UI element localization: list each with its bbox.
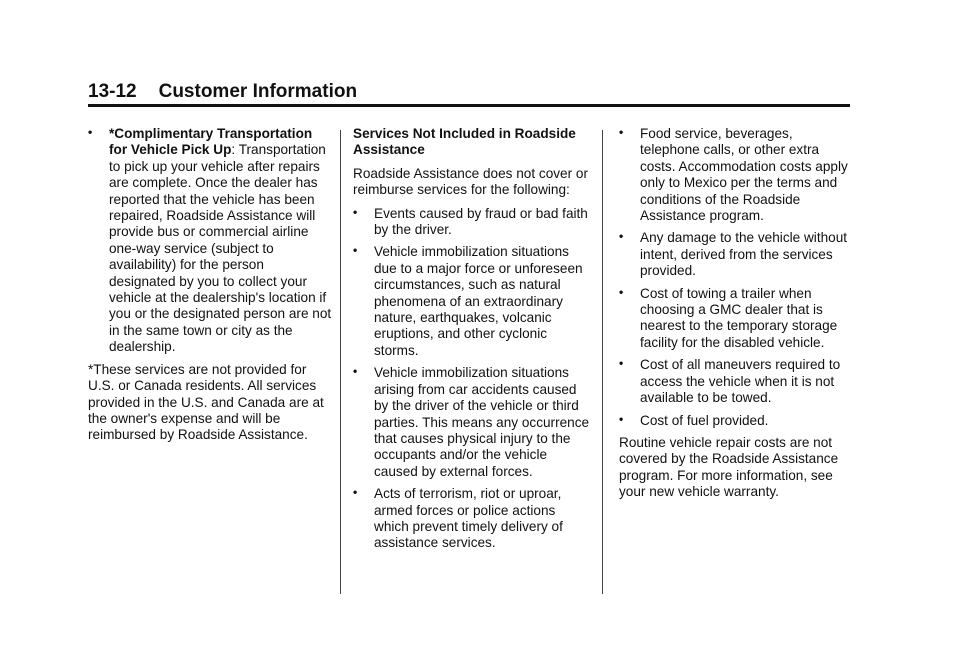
item-text: Food service, beverages, telephone calls, or other extra costs. Accommodation costs apply only to Mexico per the terms and conditions of the Roadside Assistance program.	[640, 126, 848, 224]
section-heading: Services Not Included in Roadside Assistance	[353, 126, 576, 158]
list-item	[619, 286, 855, 352]
bullet-icon: •	[88, 125, 93, 139]
bullet-list	[88, 126, 334, 356]
item-text: Cost of fuel provided.	[640, 412, 769, 428]
item-text: : Transportation to pick up your vehicle after repairs are complete. Once the dealer has reported that the vehicle has been repaired, Roadside Assistance will provide bus or commercial airline one-way service (subject to availability) for the person designated by you to collect your vehicle at the dealership's location if you or the designated person are not in the same town or city as the dealership.	[109, 142, 332, 355]
list-item	[619, 357, 855, 406]
list-item	[619, 126, 855, 224]
bullet-icon: •	[353, 364, 358, 379]
list-item	[619, 230, 855, 279]
closing-paragraph: Routine vehicle repair costs are not covered by the Roadside Assistance program. For more information, see your new vehicle warranty.	[619, 434, 839, 500]
list-item	[88, 126, 334, 356]
bullet-icon: •	[619, 356, 624, 371]
page-header	[88, 80, 850, 108]
page-number: 13-12	[88, 81, 137, 102]
list-item	[353, 486, 591, 552]
item-text: Cost of towing a trailer when choosing a GMC dealer that is nearest to the temporary storage facility for the disabled vehicle.	[640, 285, 838, 350]
bullet-icon: •	[353, 485, 358, 500]
page-title	[88, 80, 850, 104]
item-text: Vehicle immobilization situations due to a major force or unforeseen circumstances, such as natural phenomena of an extraordinary nature, earthquakes, volcanic eruptions, and other cyclonic storms.	[374, 244, 583, 358]
list-item	[353, 206, 591, 239]
column-3	[619, 126, 855, 508]
item-text: Acts of terrorism, riot or uproar, armed forces or police actions which prevent timely delivery of assistance services.	[374, 486, 563, 551]
bullet-list	[353, 206, 591, 552]
bullet-icon: •	[353, 243, 358, 258]
bullet-icon: •	[619, 284, 624, 299]
bullet-icon: •	[619, 229, 624, 244]
bullet-icon: •	[353, 204, 358, 219]
footnote: *These services are not provided for U.S. or Canada residents. All services provided in the U.S. and Canada are at the owner's expense and will be reimbursed by Roadside Assistance.	[88, 361, 324, 443]
item-text: Cost of all maneuvers required to access the vehicle when it is not available to be towed.	[640, 357, 841, 406]
bullet-icon: •	[619, 411, 624, 426]
column-divider	[602, 130, 603, 594]
list-item	[353, 244, 591, 359]
list-item	[619, 413, 855, 429]
item-bold-label: *Complimentary Transportation for Vehicle Pick Up	[109, 126, 313, 158]
item-text: Vehicle immobilization situations arising from car accidents caused by the driver of the vehicle or third parties. This means any occurrence that causes physical injury to the occupants and/or the vehicle caused by external forces.	[374, 365, 590, 479]
column-1	[88, 126, 334, 451]
column-divider	[340, 130, 341, 594]
section-title: Customer Information	[158, 81, 358, 102]
item-text: Any damage to the vehicle without intent, derived from the services provided.	[640, 230, 848, 279]
list-item	[353, 365, 591, 480]
bullet-list	[619, 126, 855, 429]
bullet-icon: •	[619, 125, 624, 139]
intro-paragraph: Roadside Assistance does not cover or reimburse services for the following:	[353, 165, 589, 198]
column-2	[353, 126, 591, 558]
header-rule	[88, 104, 850, 107]
item-text: Events caused by fraud or bad faith by the driver.	[374, 205, 588, 238]
